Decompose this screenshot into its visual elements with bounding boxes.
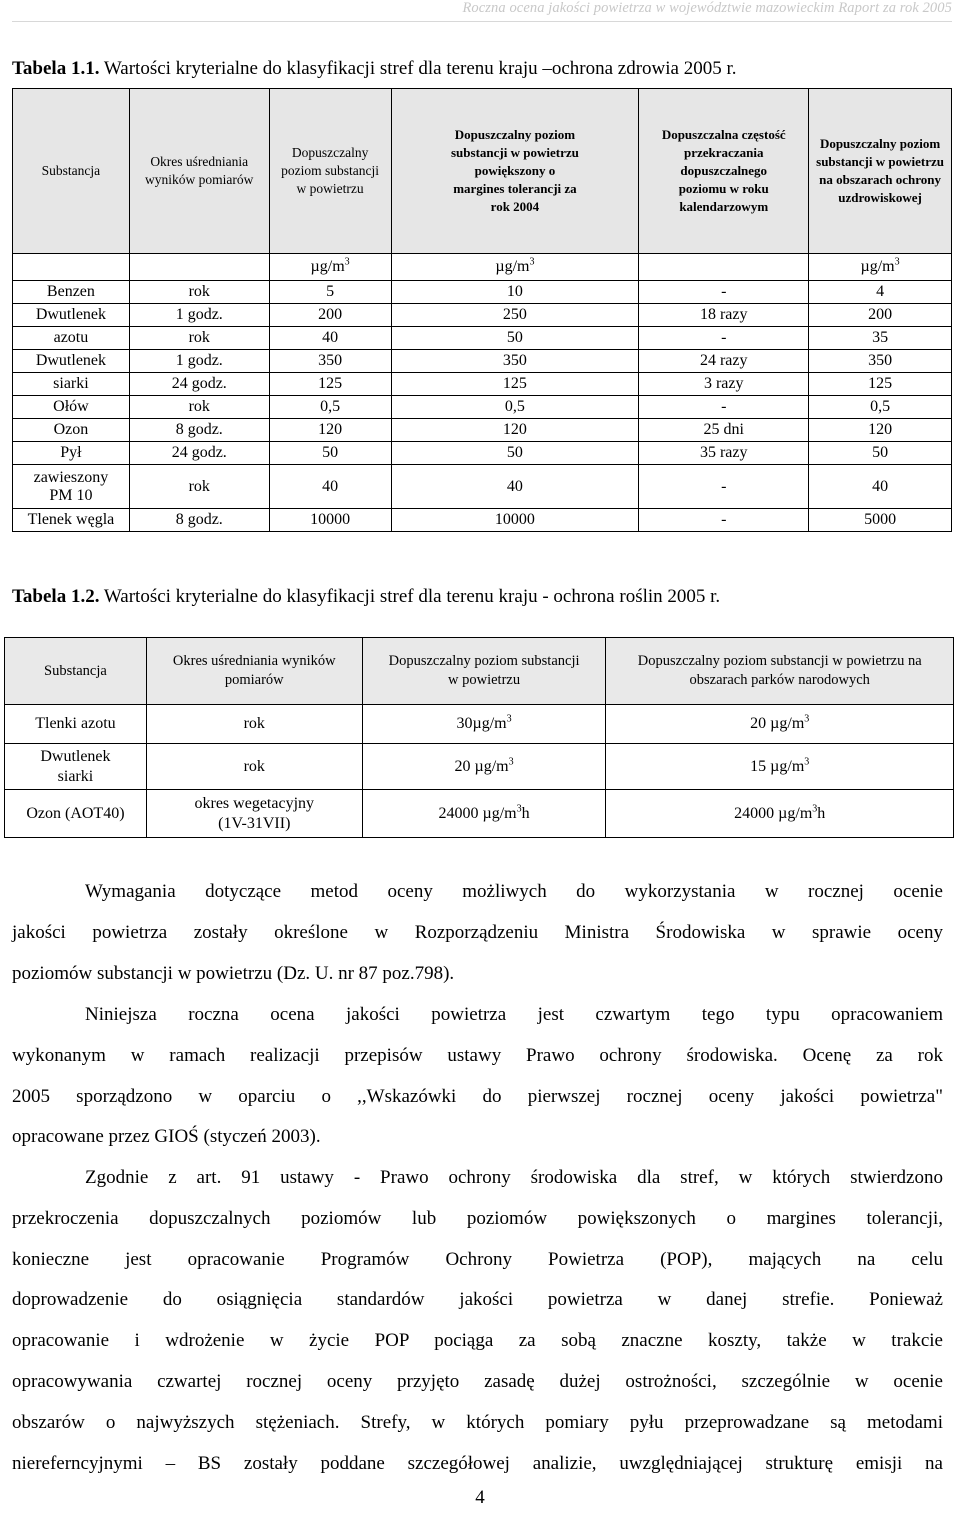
cell-limit: 40 [269, 327, 391, 350]
cell-limit-margin: 120 [391, 419, 639, 442]
table1-units-empty [129, 254, 269, 281]
cell-frequency: - [639, 281, 809, 304]
cell-period: rok [146, 744, 362, 790]
cell-period: 24 godz. [129, 373, 269, 396]
cell-period: 8 godz. [129, 419, 269, 442]
cell-spa: 35 [809, 327, 952, 350]
cell-frequency: - [639, 465, 809, 509]
table1-title-number: Tabela 1.1. [12, 58, 100, 79]
table1-header-substance: Substancja [13, 89, 130, 254]
paragraph-line: Niniejsza roczna ocena jakości powietrza jest czwartym tego typu opracowaniem [85, 1004, 943, 1025]
cell-period: rok [146, 705, 362, 744]
paragraph-line: przekroczenia dopuszczalnych poziomów lub poziomów powiększonych o margines tolerancji, [12, 1207, 943, 1229]
cell-spa: 5000 [809, 509, 952, 532]
cell-limit-margin: 50 [391, 327, 639, 350]
table2-header-substance: Substancja [5, 638, 147, 705]
cell-park: 20 $\mu g/m^3$ [606, 705, 954, 744]
cell-limit: 200 [269, 304, 391, 327]
paragraph-line: niereferncyjnymi – BS zostały poddane szczegółowej analizie, uwzględniającej strukturę emisji na [12, 1452, 943, 1474]
table1-units-row [13, 254, 952, 281]
paragraph-line: opracowywania czwartej rocznej oceny przyjęto zasadę dużej ostrożności, szczególnie w ocenie [12, 1370, 943, 1392]
table-row [13, 419, 952, 442]
cell-substance: azotu [13, 327, 130, 350]
paragraph-line: doprowadzenie do osiągnięcia standardów jakości powietrza w danej strefie. Ponieważ [12, 1289, 943, 1311]
table1-unit-limit: $\mu g/m^3$ [269, 254, 391, 281]
table-row [13, 373, 952, 396]
paragraph-assessment [12, 995, 943, 1158]
cell-substance: Ozon (AOT40) [5, 790, 147, 838]
cell-limit: 0,5 [269, 396, 391, 419]
paragraph-line: obszarów o najwyższych stężeniach. Strefy, w których pomiary pyłu przeprowadzane są metodami [12, 1411, 943, 1433]
table1-header-limit: Dopuszczalny poziom substancji w powietrzu [269, 89, 391, 254]
cell-substance: Ozon [13, 419, 130, 442]
table2-title-number: Tabela 1.2. [12, 586, 100, 607]
table1-unit-spa: $\mu g/m^3$ [809, 254, 952, 281]
cell-period: 1 godz. [129, 350, 269, 373]
cell-limit-margin: 40 [391, 465, 639, 509]
cell-substance: Pył [13, 442, 130, 465]
cell-spa: 125 [809, 373, 952, 396]
table-row [13, 465, 952, 509]
cell-period: okres wegetacyjny (1V-31VII) [146, 790, 362, 838]
table-row [13, 327, 952, 350]
table2-header-period: Okres uśredniania wyników pomiarów [146, 638, 362, 705]
paragraph-requirements [12, 872, 943, 994]
header-rule [12, 21, 952, 22]
cell-period: 8 godz. [129, 509, 269, 532]
table2-header-park: Dopuszczalny poziom substancji w powietrzu na obszarach parków narodowych [606, 638, 954, 705]
cell-substance: Ołów [13, 396, 130, 419]
table-row [13, 509, 952, 532]
cell-limit-margin: 0,5 [391, 396, 639, 419]
table1-header-row [13, 89, 952, 254]
table1-title [12, 58, 737, 80]
cell-substance: Dwutlenek [13, 304, 130, 327]
paragraph-line: opracowanie i wdrożenie w życie POP pociąga za sobą znaczne koszty, także w trakcie [12, 1330, 943, 1352]
table1-title-text: Wartości kryterialne do klasyfikacji stref dla terenu kraju –ochrona zdrowia 2005 r. [99, 58, 737, 79]
cell-period: 1 godz. [129, 304, 269, 327]
cell-park: 15 $\mu g/m^3$ [606, 744, 954, 790]
cell-limit-margin: 10000 [391, 509, 639, 532]
table1-units-empty [13, 254, 130, 281]
running-header: Roczna ocena jakości powietrza w województwie mazowieckim Raport za rok 2005 [462, 0, 952, 16]
cell-period: rok [129, 281, 269, 304]
cell-limit: 10000 [269, 509, 391, 532]
cell-limit-margin: 250 [391, 304, 639, 327]
table-row [5, 744, 954, 790]
cell-substance: Dwutlenek siarki [5, 744, 147, 790]
cell-spa: 0,5 [809, 396, 952, 419]
cell-frequency: - [639, 327, 809, 350]
cell-period: rok [129, 465, 269, 509]
paragraph-line: Wymagania dotyczące metod oceny możliwych do wykorzystania w rocznej ocenie [85, 881, 943, 902]
cell-spa: 40 [809, 465, 952, 509]
cell-limit: 24000 $\mu g/m^3h$ [362, 790, 606, 838]
cell-period: rok [129, 396, 269, 419]
table1-unit-limit-margin: $\mu g/m^3$ [391, 254, 639, 281]
table2-header-limit: Dopuszczalny poziom substancji w powietrzu [362, 638, 606, 705]
table2-header-row [5, 638, 954, 705]
cell-limit: 20 $\mu g/m^3$ [362, 744, 606, 790]
paragraph-line: wykonanym w ramach realizacji przepisów ustawy Prawo ochrony środowiska. Ocenę za rok [12, 1044, 943, 1066]
cell-limit-margin: 50 [391, 442, 639, 465]
cell-frequency: 24 razy [639, 350, 809, 373]
page-number: 4 [475, 1487, 485, 1508]
cell-substance: Dwutlenek [13, 350, 130, 373]
cell-limit: 350 [269, 350, 391, 373]
cell-spa: 50 [809, 442, 952, 465]
cell-frequency: 25 dni [639, 419, 809, 442]
cell-substance: Benzen [13, 281, 130, 304]
paragraph-pop [12, 1158, 943, 1484]
table2-title-text: Wartości kryterialne do klasyfikacji stref dla terenu kraju - ochrona roślin 2005 r. [99, 586, 721, 607]
cell-park: 24000 $\mu g/m^3h$ [606, 790, 954, 838]
cell-limit: 40 [269, 465, 391, 509]
cell-limit-margin: 350 [391, 350, 639, 373]
table1-header-period: Okres uśredniania wyników pomiarów [129, 89, 269, 254]
cell-limit: 50 [269, 442, 391, 465]
table1 [12, 88, 952, 532]
cell-spa: 4 [809, 281, 952, 304]
table2 [4, 637, 954, 838]
cell-limit: 125 [269, 373, 391, 396]
table-row [13, 442, 952, 465]
table1-units-empty [639, 254, 809, 281]
cell-limit: 120 [269, 419, 391, 442]
cell-frequency: 18 razy [639, 304, 809, 327]
cell-limit: $30\mu g/m^3$ [362, 705, 606, 744]
cell-substance: zawieszony PM 10 [13, 465, 130, 509]
cell-period: 24 godz. [129, 442, 269, 465]
paragraph-line: jakości powietrza zostały określone w Rozporządzeniu Ministra Środowiska w sprawie oceny [12, 921, 943, 943]
cell-spa: 120 [809, 419, 952, 442]
table1-header-spa: Dopuszczalny poziom substancji w powietrzu na obszarach ochrony uzdrowiskowej [809, 89, 952, 254]
table-row [13, 281, 952, 304]
cell-substance: Tlenek węgla [13, 509, 130, 532]
table2-title [12, 586, 720, 608]
paragraph-line: poziomów substancji w powietrzu (Dz. U. nr 87 poz.798). [12, 962, 455, 984]
paragraph-line: konieczne jest opracowanie Programów Ochrony Powietrza (POP), mających na celu [12, 1248, 943, 1270]
paragraph-line: 2005 sporządzono w oparciu o ,,Wskazówki do pierwszej rocznej oceny jakości powietrza" [12, 1085, 943, 1107]
table-row [13, 304, 952, 327]
table-row [5, 705, 954, 744]
cell-frequency: 3 razy [639, 373, 809, 396]
table-row [5, 790, 954, 838]
cell-spa: 350 [809, 350, 952, 373]
table1-header-limit-margin: Dopuszczalny poziom substancji w powietrzu powiększony o margines tolerancji za rok 2004 [391, 89, 639, 254]
table-row [13, 396, 952, 419]
cell-period: rok [129, 327, 269, 350]
paragraph-line: Zgodnie z art. 91 ustawy - Prawo ochrony środowiska dla stref, w których stwierdzono [85, 1167, 943, 1188]
cell-spa: 200 [809, 304, 952, 327]
cell-substance: siarki [13, 373, 130, 396]
cell-frequency: 35 razy [639, 442, 809, 465]
cell-limit-margin: 125 [391, 373, 639, 396]
cell-substance: Tlenki azotu [5, 705, 147, 744]
cell-frequency: - [639, 396, 809, 419]
cell-limit: 5 [269, 281, 391, 304]
cell-frequency: - [639, 509, 809, 532]
cell-limit-margin: 10 [391, 281, 639, 304]
paragraph-line: opracowane przez GIOŚ (styczeń 2003). [12, 1126, 321, 1148]
table1-header-frequency: Dopuszczalna częstość przekraczania dopuszczalnego poziomu w roku kalendarzowym [639, 89, 809, 254]
table-row [13, 350, 952, 373]
